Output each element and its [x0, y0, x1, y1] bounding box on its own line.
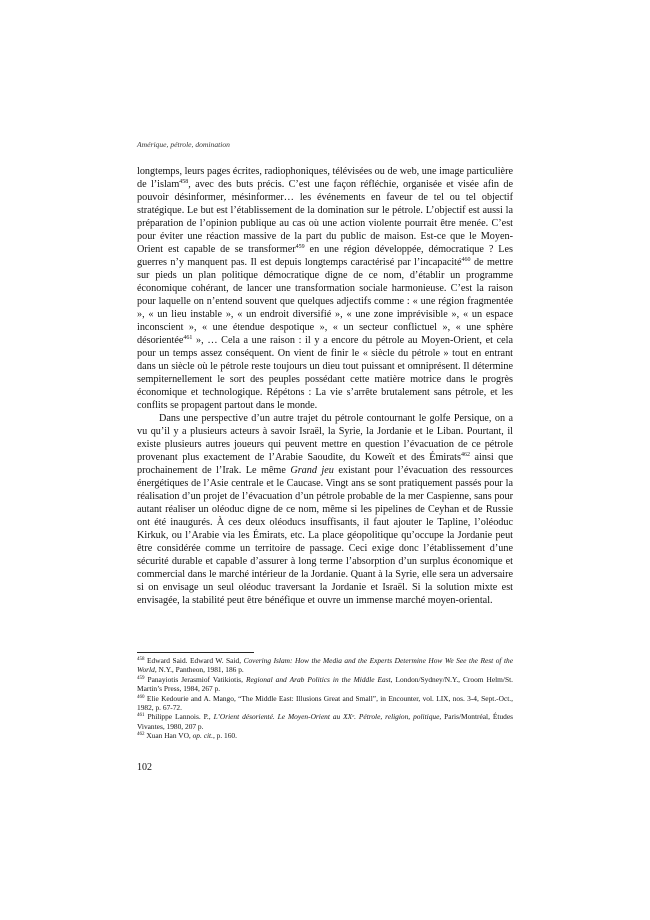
footnote-ref[interactable]: 461 — [183, 335, 193, 341]
running-header: Amérique, pétrole, domination — [137, 140, 230, 149]
footnotes — [137, 656, 513, 741]
footnote-ref[interactable]: 460 — [461, 257, 471, 263]
footnote-ref[interactable]: 459 — [295, 244, 305, 250]
paragraph: Dans une perspective d’un autre trajet du pétrole contournant le golfe Persique, on a vu qu’il y a plusieurs acteurs à savoir Israël, la Syrie, la Jordanie et le Liban. Pourtant, il existe plusieurs autres joueurs qui peuvent mettre en question l’évacuation de ce pétrole provenant plus exactement de l’Arabie Saoudite, du Koweït et des Émirats$^{462}$ ainsi que prochainement de l’Irak. Le même Grand jeu existant pour l’évacuation des ressources énergétiques de l’Asie centrale et le Caucase. Vingt ans se sont pratiquement passés pour la réalisation d’un projet de l’évacuation d’un pétrole probable de la mer Caspienne, sans pour autant réaliser un oléoduc digne de ce nom, même si les pipelines de Ceyhan et de Russie ont été inaugurés. À ces deux oléoducs insuffisants, il faut ajouter le Tapline, l’oléoduc Kirkuk, ou l’Arabie via les Émirats, etc. La place géopolitique qu’occupe la Jordanie peut être considérée comme un territoire de passage. Ceci exige donc l’établissement d’une sécurité durable et capable d’assurer à long terme l’absorption d’un surplus économique et commercial dans le marché intérieur de la Jordanie. Quant à la Syrie, elle sera un adversaire si on envisage un seul oléoduc traversant la Jordanie et Israël. Si la solution mixte est envisagée, la stabilité peut être bénéfique et ouvre un immense marché moyen-oriental. — [137, 413, 513, 606]
footnote: $^{458}$ Edward Said. Edward W. Said, Covering Islam: How the Media and the Experts Determine How We See the Rest of the World, N.Y., Pantheon, 1981, 186 p. — [137, 656, 513, 675]
footnote: $^{459}$ Panayiotis Jerasmiof Vatikiotis, Regional and Arab Politics in the Middle East, London/Sydney/N.Y., Croom Helm/St. Martin’s Press, 1984, 267 p. — [137, 674, 513, 694]
footnote-ref[interactable]: 458 — [179, 179, 189, 185]
page-number: 102 — [137, 762, 152, 773]
body-text — [137, 165, 513, 607]
footnote: $^{461}$ Philippe Lannois. P., L’Orient désorienté. Le Moyen-Orient au XXᵉ. Pétrole, religion, politique, Paris/Montréal, Études Vivantes, 1980, 207 p. — [137, 712, 514, 731]
footnote-ref[interactable]: 462 — [460, 452, 470, 458]
paragraph: longtemps, leurs pages écrites, radiophoniques, télévisées ou de web, une image particulière de l’islam$^{458}$, avec des buts précis. C’est une façon réfléchie, organisée et visée afin de pouvoir désinformer, mésinformer… les événements en faveur de tel ou tel objectif stratégique. Le but est l’établissement de la domination sur le pétrole. L’objectif est aussi la préparation de l’opinion publique au cas où une action violente pourrait être menée. C’est pour éviter une réaction massive de la part du public de maison. Est-ce que le Moyen-Orient est capable de se transformer$^{459}$ en une région développée, démocratique ? Les guerres n’y manquent pas. Il est depuis longtemps caractérisé par l’incapacité$^{460}$ de mettre sur pieds un plan politique démocratique digne de ce nom, d’établir un programme économique cohérant, de lancer une transformation sociale harmonieuse. C’est la raison pour laquelle on n’entend souvent que quelques adjectifs comme : « une région fragmentée », « un lieu instable », « un endroit diversifié », « une zone imprévisible », « un espace inconscient », « une étendue despotique », « un secteur conflictuel », « une sphère désorientée$^{461}$ », … Cela a une raison : il y a encore du pétrole au Moyen-Orient, et cela pour un temps assez conséquent. On vient de finir le « siècle du pétrole » tout en entrant dans un siècle où le pétrole reste toujours un dieu tout puissant et omniprésent. Il détermine sempiternellement le sort des peuples possédant cette matière motrice dans le progrès économique et technologique. Répétons : La vie s’arrête brutalement sans pétrole, et les conflits se propagent partout dans le monde. — [137, 166, 513, 411]
footnote: $^{460}$ Elie Kedourie and A. Mango, “The Middle East: Illusions Great and Small”, in Encounter, vol. LIX, nos. 3-4, Sept.-Oct., 1982, p. 67-72. — [137, 693, 513, 713]
footnote: $^{462}$ Xuan Han VO, op. cit., p. 160. — [137, 731, 237, 741]
footnote-rule — [137, 652, 254, 653]
